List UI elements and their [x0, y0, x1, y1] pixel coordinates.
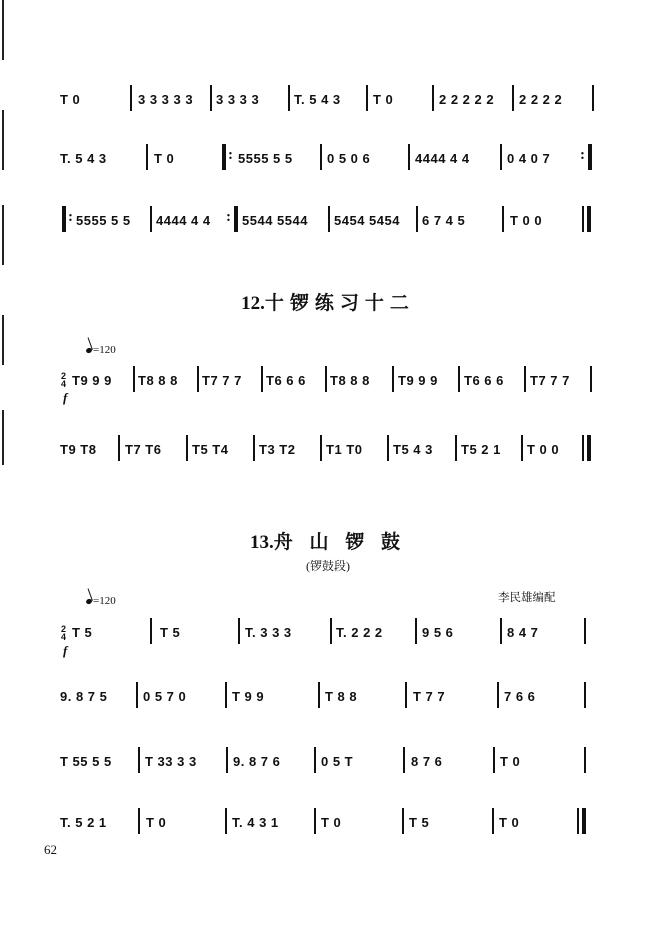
dynamic-marking: f — [63, 390, 68, 405]
barline — [328, 206, 330, 232]
margin-rule — [2, 315, 4, 365]
tempo-marking — [86, 344, 116, 356]
piece-title-text: 十锣练习十二 — [264, 293, 415, 314]
measure: T 7 7 — [413, 689, 446, 704]
measure: T 9 9 — [232, 689, 265, 704]
measure: 0 5 7 0 — [143, 689, 187, 704]
score-line — [0, 148, 656, 170]
piece-12-title — [0, 288, 656, 315]
piece-subtitle: (锣鼓段) — [306, 559, 350, 573]
time-sig-bottom: 4 — [61, 632, 67, 642]
measure: T. 2 2 2 — [336, 625, 383, 640]
barline — [136, 682, 138, 708]
time-sig-top: 2 — [61, 624, 67, 634]
barline — [493, 747, 495, 773]
measure: T5 4 3 — [393, 442, 433, 457]
repeat-end-barline — [234, 206, 238, 232]
piece-number: 12. — [241, 293, 265, 314]
barline — [330, 618, 332, 644]
piece-title-text: 舟 山 锣 鼓 — [273, 532, 406, 553]
barline — [320, 435, 322, 461]
measure: 7 6 6 — [504, 689, 536, 704]
measure: T5 2 1 — [461, 442, 501, 457]
measure: T. 4 3 1 — [232, 815, 279, 830]
barline — [325, 366, 327, 392]
barline — [584, 618, 586, 644]
barline — [261, 366, 263, 392]
barline — [415, 618, 417, 644]
final-barline — [587, 206, 591, 232]
barline — [138, 747, 140, 773]
measure: 9. 8 7 6 — [233, 754, 281, 769]
measure: T 0 — [321, 815, 342, 830]
measure: T. 5 4 3 — [294, 92, 341, 107]
tempo-value: =120 — [93, 344, 116, 356]
final-barline — [587, 435, 591, 461]
measure: T8 8 8 — [330, 373, 370, 388]
time-sig-top: 2 — [61, 371, 67, 381]
barline — [146, 144, 148, 170]
repeat-start-barline — [222, 144, 226, 170]
measure: 5544 5544 — [242, 213, 308, 228]
quarter-note-icon — [85, 347, 92, 354]
measure: T6 6 6 — [266, 373, 306, 388]
measure: T 5 — [409, 815, 430, 830]
barline — [592, 85, 594, 111]
barline — [512, 85, 514, 111]
measure: 3 3 3 3 — [216, 92, 260, 107]
measure: T 0 — [499, 815, 520, 830]
repeat-end-barline — [588, 144, 592, 170]
measure: T 0 — [146, 815, 167, 830]
barline — [582, 206, 584, 232]
barline — [524, 366, 526, 392]
score-line — [0, 89, 656, 111]
barline — [238, 618, 240, 644]
repeat-start-barline — [62, 206, 66, 232]
barline — [318, 682, 320, 708]
measure: T. 5 2 1 — [60, 815, 107, 830]
score-line — [0, 751, 656, 773]
measure: 4444 4 4 — [156, 213, 211, 228]
barline — [458, 366, 460, 392]
measure: T. 5 4 3 — [60, 151, 107, 166]
barline — [500, 618, 502, 644]
barline — [402, 808, 404, 834]
measure: T7 7 7 — [202, 373, 242, 388]
measure: 2 2 2 2 2 — [439, 92, 495, 107]
piece-13-title — [0, 527, 656, 554]
barline — [492, 808, 494, 834]
margin-rule — [2, 0, 4, 60]
barline — [314, 747, 316, 773]
barline — [314, 808, 316, 834]
arranger-credit: 李民雄编配 — [498, 592, 556, 604]
measure: 6 7 4 5 — [422, 213, 466, 228]
barline — [403, 747, 405, 773]
measure: T 0 0 — [527, 442, 560, 457]
barline — [130, 85, 132, 111]
page-number: 62 — [44, 842, 57, 857]
score-line — [0, 812, 656, 834]
measure: 8 4 7 — [507, 625, 539, 640]
measure: 5454 5454 — [334, 213, 400, 228]
barline — [133, 366, 135, 392]
measure: T 0 — [60, 92, 81, 107]
measure: T8 8 8 — [138, 373, 178, 388]
measure: 9 5 6 — [422, 625, 454, 640]
measure: 0 5 T — [321, 754, 354, 769]
barline — [197, 366, 199, 392]
tempo-value: =120 — [93, 595, 116, 607]
barline — [288, 85, 290, 111]
barline — [387, 435, 389, 461]
score-line — [0, 622, 656, 644]
barline — [150, 618, 152, 644]
dynamic-marking: f — [63, 643, 68, 658]
barline — [577, 808, 579, 834]
score-line — [0, 439, 656, 461]
measure: 3 3 3 3 3 — [138, 92, 194, 107]
barline — [210, 85, 212, 111]
measure: T7 T6 — [125, 442, 162, 457]
barline — [226, 747, 228, 773]
measure: 5555 5 5 — [238, 151, 293, 166]
barline — [225, 808, 227, 834]
score-line — [0, 686, 656, 708]
measure: T. 3 3 3 — [245, 625, 292, 640]
tempo-marking — [86, 595, 116, 607]
measure: T 0 — [154, 151, 175, 166]
barline — [582, 435, 584, 461]
barline — [432, 85, 434, 111]
measure: T 0 — [500, 754, 521, 769]
measure: T 0 — [373, 92, 394, 107]
measure: 5555 5 5 — [76, 213, 131, 228]
barline — [138, 808, 140, 834]
measure: T 5 — [72, 625, 93, 640]
barline — [253, 435, 255, 461]
barline — [366, 85, 368, 111]
measure: 0 4 0 7 — [507, 151, 551, 166]
measure: T5 T4 — [192, 442, 229, 457]
measure: T 8 8 — [325, 689, 358, 704]
score-line — [0, 370, 656, 392]
measure: T9 9 9 — [398, 373, 438, 388]
measure: T 33 3 3 — [145, 754, 197, 769]
measure: T3 T2 — [259, 442, 296, 457]
barline — [150, 206, 152, 232]
barline — [455, 435, 457, 461]
barline — [186, 435, 188, 461]
time-sig-bottom: 4 — [61, 379, 67, 389]
measure: T 5 — [160, 625, 181, 640]
barline — [521, 435, 523, 461]
measure: T1 T0 — [326, 442, 363, 457]
barline — [584, 682, 586, 708]
measure: T9 9 9 — [72, 373, 112, 388]
barline — [497, 682, 499, 708]
measure: 9. 8 7 5 — [60, 689, 108, 704]
measure: 0 5 0 6 — [327, 151, 371, 166]
measure: 2 2 2 2 — [519, 92, 563, 107]
barline — [408, 144, 410, 170]
barline — [416, 206, 418, 232]
barline — [500, 144, 502, 170]
barline — [584, 747, 586, 773]
measure: T 55 5 5 — [60, 754, 112, 769]
barline — [590, 366, 592, 392]
piece-number: 13. — [249, 532, 274, 553]
measure: T7 7 7 — [530, 373, 570, 388]
measure: T6 6 6 — [464, 373, 504, 388]
barline — [502, 206, 504, 232]
barline — [392, 366, 394, 392]
measure: T 0 0 — [510, 213, 543, 228]
barline — [320, 144, 322, 170]
final-barline — [582, 808, 586, 834]
measure: T9 T8 — [60, 442, 97, 457]
measure: 4444 4 4 — [415, 151, 470, 166]
score-line — [0, 210, 656, 232]
barline — [405, 682, 407, 708]
barline — [118, 435, 120, 461]
barline — [225, 682, 227, 708]
quarter-note-icon — [85, 598, 92, 605]
measure: 8 7 6 — [411, 754, 443, 769]
